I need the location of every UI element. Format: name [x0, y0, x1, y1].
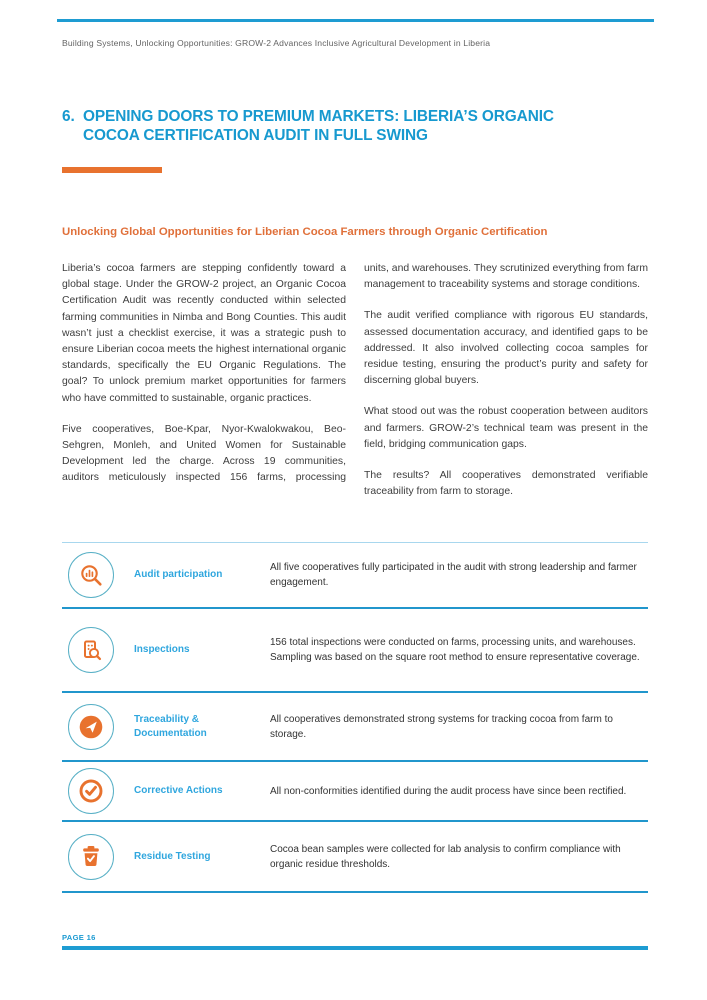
section-number: 6. — [62, 108, 75, 125]
left-column — [62, 261, 346, 515]
body-text — [62, 261, 648, 515]
table-row — [62, 609, 648, 693]
row-label: Residue Testing — [134, 850, 211, 862]
section-title-line2: COCOA CERTIFICATION AUDIT IN FULL SWING — [83, 127, 428, 144]
row-description: Cocoa bean samples were collected for lab analysis to confirm compliance with organic residue thresholds. — [270, 843, 621, 870]
table-row — [62, 762, 648, 822]
icon-cell — [62, 704, 134, 750]
building-magnifier-icon — [68, 627, 114, 673]
paragraph: Five cooperatives, Boe-Kpar, Nyor-Kwalokwakou, Beo-Sehgren, Monleh, and United Women for Sustainable Development led the charge. Across 19 communities, auditors meticulously inspected 156 farms, processing — [62, 423, 346, 484]
icon-cell — [62, 768, 134, 814]
table-row — [62, 543, 648, 609]
paper-plane-circle-icon — [68, 704, 114, 750]
row-description: All five cooperatives fully participated in the audit with strong leadership and farmer engagement. — [270, 562, 637, 588]
bin-check-icon — [68, 834, 114, 880]
footer-rule — [62, 946, 648, 950]
page-number: PAGE 16 — [62, 933, 96, 942]
audit-findings-table — [62, 542, 648, 893]
paragraph: What stood out was the robust cooperation between auditors and farmers. GROW-2’s technical team was present in the field, bridging communication gaps. — [364, 406, 648, 450]
paragraph: units, and warehouses. They scrutinized everything from farm management to traceability systems and storage conditions. — [364, 263, 648, 291]
row-description: All cooperatives demonstrated strong systems for tracking cocoa from farm to storage. — [270, 713, 613, 740]
icon-cell — [62, 627, 134, 673]
header-rule — [57, 19, 654, 22]
row-label: Audit participation — [134, 569, 223, 580]
row-label: Traceability & Documentation — [134, 713, 207, 739]
row-label: Inspections — [134, 644, 190, 655]
section-title-text — [83, 107, 554, 145]
table-row — [62, 693, 648, 762]
article-subheading: Unlocking Global Opportunities for Liberian Cocoa Farmers through Organic Certification — [62, 226, 548, 238]
check-ring-icon — [68, 768, 114, 814]
paragraph: The results? All cooperatives demonstrated verifiable traceability from farm to storage. — [364, 470, 648, 498]
row-label: Corrective Actions — [134, 785, 223, 796]
paragraph: Liberia’s cocoa farmers are stepping confidently toward a global stage. Under the GROW-2 project, an Organic Cocoa Certification Audit was recently conducted within selected farming communities in Nimba and Bong Counties. This audit wasn’t just a checklist exercise, it was a strategic push to ensure Liberian cocoa meets the highest international organic standards, specifically the EU Organic Regulations. The goal? To unlock premium market opportunities for farmers who have committed to sustainable, organic practices. — [62, 263, 346, 404]
magnifier-chart-icon — [68, 552, 114, 598]
right-column — [364, 261, 648, 515]
paragraph: The audit verified compliance with rigorous EU standards, assessed documentation accuracy, and identified gaps to be addressed. It also involved collecting cocoa samples for residue testing, ensuring the product’s purity and safety for discerning global buyers. — [364, 310, 648, 387]
running-header: Building Systems, Unlocking Opportunities: GROW-2 Advances Inclusive Agricultural Development in Liberia — [62, 38, 491, 48]
table-row — [62, 822, 648, 893]
orange-divider — [62, 167, 162, 173]
icon-cell — [62, 552, 134, 598]
row-description: All non-conformities identified during the audit process have since been rectified. — [270, 785, 627, 797]
section-title — [62, 107, 554, 145]
section-title-line1: OPENING DOORS TO PREMIUM MARKETS: LIBERIA’S ORGANIC — [83, 108, 554, 125]
icon-cell — [62, 834, 134, 880]
row-description: 156 total inspections were conducted on farms, processing units, and warehouses. Sampling was based on the square root method to ensure representative coverage. — [270, 637, 640, 663]
